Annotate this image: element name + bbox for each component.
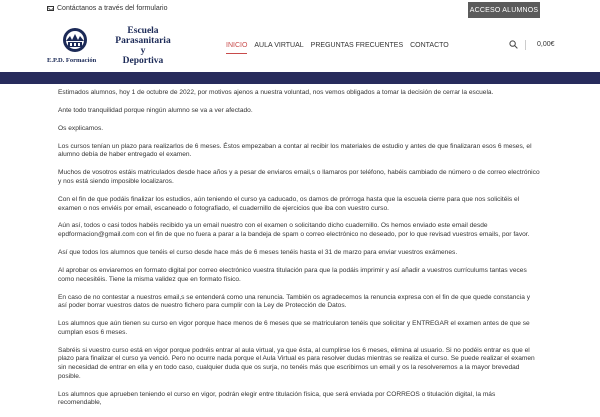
top-bar	[0, 0, 600, 22]
paragraph: Así que todos los alumnos que tenéis el curso desde hace más de 6 meses tenéis hasta el 31 de marzo para enviar vuestros exámenes.	[58, 249, 458, 257]
active-nav-underline	[226, 53, 247, 54]
logo-subtitle: E.P.D. Formación	[47, 57, 97, 64]
contact-form-label: Contáctanos a través del formulario	[57, 5, 168, 12]
paragraph: Los cursos tenían un plazo para realizarlos de 6 meses. Éstos empezaban a contar al recibir los materiales de estudio y antes de que finalizaran esos 6 meses, el alumno debía de haber entregado el examen.	[58, 142, 532, 159]
paragraph: Muchos de vosotros estáis matriculados desde hace años y a pesar de enviaros email,s o llamaros por teléfono, habéis cambiado de número o de correo electrónico y nos está siendo imposible localizaros.	[58, 169, 540, 185]
main-nav	[226, 41, 456, 50]
paragraph: Con el fin de que podáis finalizar los estudios, aún teniendo el curso ya caducado, os damos de prórroga hasta que la escuela cierre para que nos solicitéis el examen o nos enviéis por email, escaneado o fotografiado, el cuadernillo de ejercicios que iba con vuestro curso.	[58, 195, 520, 212]
paragraph: Los alumnos que aprueben teniendo el curso en vigor, podrán elegir entre titulación física, que será enviada por CORREOS o titulación digital, la más recomendable,	[58, 390, 496, 407]
logo-title[interactable]	[108, 26, 178, 66]
announcement-content	[58, 89, 540, 417]
site-header	[0, 22, 600, 72]
cart-total[interactable]: 0,00€	[537, 41, 555, 48]
nav-item-aula-virtual[interactable]: AULA VIRTUAL	[254, 42, 304, 49]
logo-title-line: y	[140, 46, 146, 56]
logo-title-line: Escuela	[127, 26, 159, 36]
nav-item-contacto[interactable]: CONTACTO	[410, 42, 449, 49]
logo-title-line: Parasanitaria	[115, 36, 171, 46]
nav-divider	[525, 40, 526, 50]
paragraph: Ante todo tranquilidad porque ningún alumno se va a ver afectado.	[58, 106, 253, 114]
paragraph: Os explicamos.	[58, 124, 104, 132]
paragraph: En caso de no contestar a nuestros email,s se entenderá como una renuncia. También os agradecemos la renuncia expresa con el fin de que quede constancia y así poder borrar vuestros datos de nuestro fichero para cumplir con la Ley de Protección de Datos.	[58, 293, 530, 310]
search-icon[interactable]	[509, 40, 518, 49]
header-band	[0, 72, 600, 84]
student-access-button[interactable]: ACCESO ALUMNOS	[468, 2, 540, 18]
nav-item-preguntas-frecuentes[interactable]: PREGUNTAS FRECUENTES	[310, 42, 404, 49]
mail-icon	[47, 6, 54, 11]
logo-title-line: Deportiva	[122, 56, 164, 66]
paragraph: Sabréis si vuestro curso está en vigor porque podréis entrar al aula virtual, ya que ésta, al cumplirse los 6 meses, elimina al usuario. Si no podéis entrar es que el plazo para finalizar el curso ya venció. Pero no ocurre nada porque el Aula Virtual es para resolver dudas mientras se realiza el curso. Se puede realizar el examen sin necesidad de entrar en ella y en todo caso, cualquier duda que os surja, no tenéis más que escribirnos un email y os la resolveremos a la mayor brevedad posible.	[58, 346, 535, 380]
nav-item-inicio[interactable]: INICIO	[226, 42, 248, 49]
paragraph: Aún así, todos o casi todos habéis recibido ya un email nuestro con el examen o solicitando dicho cuadernillo. Os hemos enviado este email desde epdformacion@gmail.com con el fin de que no fuera a parar a la bandeja de spam o correo electrónico no deseado, por lo que revisad vuestros emails, por favor.	[58, 222, 530, 239]
paragraph: Al aprobar os enviaremos en formato digital por correo electrónico vuestra titulación para que la podáis imprimir y así añadir a vuestros currículums tantas veces como necesitéis. Tiene la misma validez que en formato físico.	[58, 266, 527, 283]
school-emblem-icon[interactable]	[60, 27, 90, 55]
paragraph: Estimados alumnos, hoy 1 de octubre de 2022, por motivos ajenos a nuestra voluntad, nos vemos obligados a tomar la decisión de cerrar la escuela.	[58, 89, 494, 96]
contact-form-link[interactable]	[47, 5, 168, 12]
paragraph: Los alumnos que aún tienen su curso en vigor porque hace menos de 6 meses que se matricularon tenéis que solicitar y ENTREGAR el examen antes de que se cumplan esos 6 meses.	[58, 320, 530, 336]
